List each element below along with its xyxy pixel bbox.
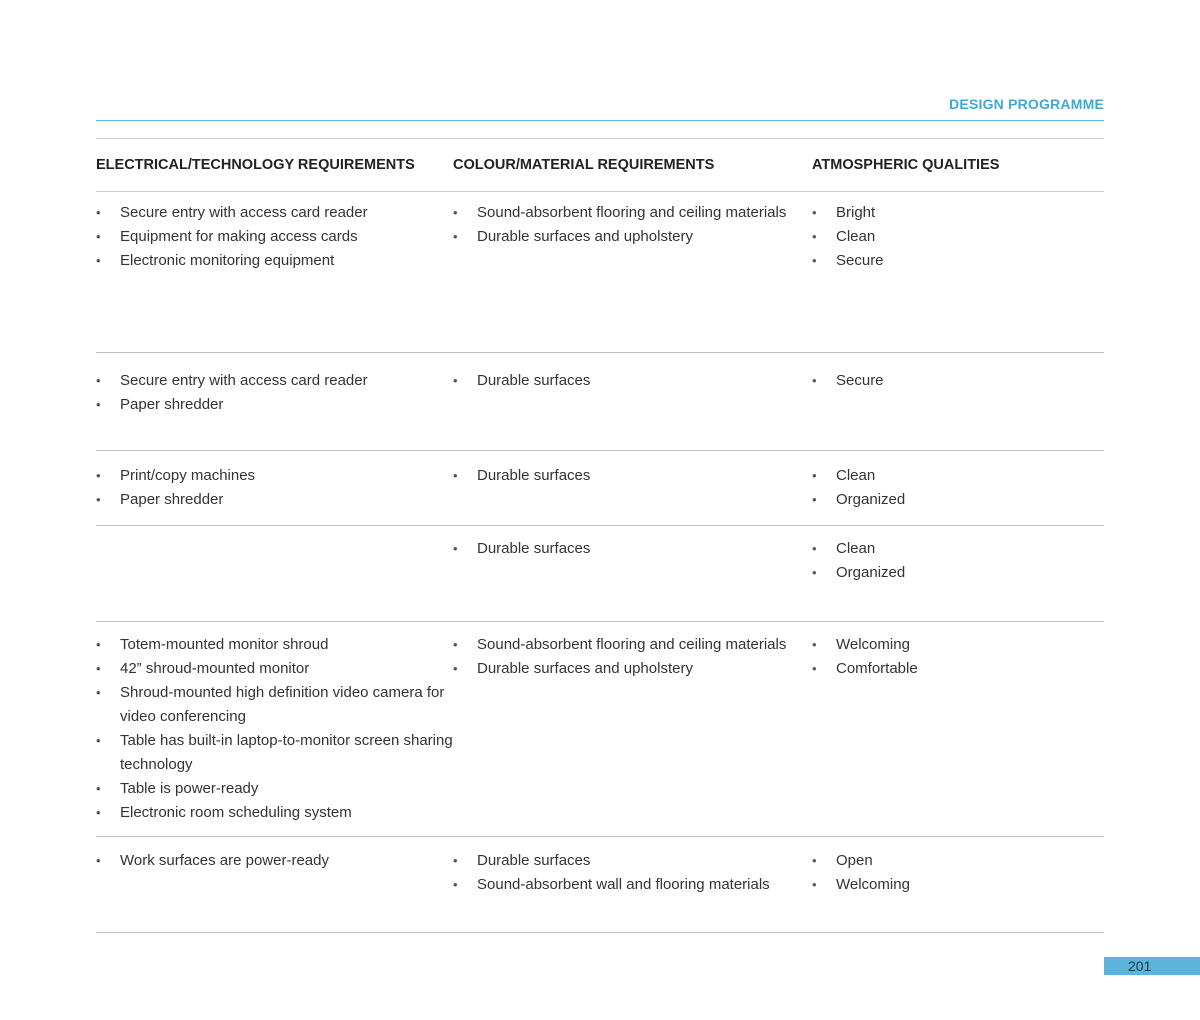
bullet-icon: •: [453, 661, 458, 676]
list-item-text: Table is power-ready: [120, 780, 259, 797]
list-item: [812, 849, 1104, 873]
list-item: [812, 657, 1104, 681]
list-item: [96, 464, 453, 488]
bullet-list: [96, 633, 453, 825]
list-item: [96, 849, 453, 873]
cell-electrical: [96, 369, 453, 450]
bullet-icon: •: [453, 637, 458, 652]
list-item: [96, 633, 453, 657]
list-item-text: Durable surfaces: [477, 467, 591, 484]
list-item-text: Paper shredder: [120, 491, 224, 508]
bullet-list: [812, 633, 1104, 681]
bullet-icon: •: [96, 781, 101, 796]
header-divider: [96, 120, 1104, 121]
bullet-icon: •: [812, 565, 817, 580]
cell-atmospheric: [812, 369, 1104, 450]
list-item-text: Organized: [836, 491, 906, 508]
list-item: [812, 225, 1104, 249]
table-row: [96, 837, 1104, 933]
list-item: [96, 225, 453, 249]
list-item: [96, 393, 453, 417]
list-item-text: Clean: [836, 540, 876, 557]
bullet-icon: •: [812, 541, 817, 556]
bullet-icon: •: [812, 661, 817, 676]
list-item-text: Sound-absorbent flooring and ceiling materials: [477, 204, 787, 221]
bullet-icon: •: [812, 492, 817, 507]
bullet-icon: •: [96, 229, 101, 244]
cell-electrical: [96, 464, 453, 525]
list-item-text: Open: [836, 852, 873, 869]
bullet-icon: •: [812, 205, 817, 220]
bullet-list: [453, 633, 812, 681]
cell-atmospheric: [812, 849, 1104, 932]
list-item: [96, 801, 453, 825]
bullet-list: [453, 464, 812, 488]
bullet-icon: •: [812, 229, 817, 244]
list-item-text: Comfortable: [836, 660, 918, 677]
list-item-text: 42” shroud-mounted monitor: [120, 660, 310, 677]
list-item-text: Print/copy machines: [120, 467, 256, 484]
list-item-text: Clean: [836, 467, 876, 484]
list-item-text: Welcoming: [836, 636, 910, 653]
bullet-list: [812, 849, 1104, 897]
list-item: [812, 369, 1104, 393]
list-item-text: Table has built-in laptop-to-monitor screen sharing technology: [120, 732, 453, 773]
list-item-text: Work surfaces are power-ready: [120, 852, 329, 869]
table-header: [96, 139, 1104, 192]
cell-atmospheric: [812, 464, 1104, 525]
column-header-electrical: ELECTRICAL/TECHNOLOGY REQUIREMENTS: [96, 157, 415, 173]
list-item: [812, 561, 1104, 585]
list-item-text: Durable surfaces: [477, 852, 591, 869]
list-item: [96, 777, 453, 801]
table-row: [96, 622, 1104, 837]
bullet-icon: •: [453, 468, 458, 483]
bullet-icon: •: [96, 205, 101, 220]
list-item-text: Paper shredder: [120, 396, 224, 413]
bullet-list: [453, 369, 812, 393]
bullet-icon: •: [453, 229, 458, 244]
table-row: [96, 526, 1104, 622]
cell-electrical: [96, 537, 453, 621]
bullet-icon: •: [453, 853, 458, 868]
list-item-text: Totem-mounted monitor shroud: [120, 636, 329, 653]
list-item: [812, 488, 1104, 512]
list-item-text: Secure entry with access card reader: [120, 204, 368, 221]
list-item-text: Secure entry with access card reader: [120, 372, 368, 389]
list-item-text: Organized: [836, 564, 906, 581]
list-item: [812, 537, 1104, 561]
bullet-icon: •: [812, 853, 817, 868]
list-item: [453, 537, 812, 561]
bullet-icon: •: [96, 397, 101, 412]
page-number: 201: [1104, 957, 1200, 975]
bullet-icon: •: [96, 492, 101, 507]
column-header-atmospheric: ATMOSPHERIC QUALITIES: [812, 157, 1000, 173]
bullet-icon: •: [453, 541, 458, 556]
bullet-icon: •: [96, 373, 101, 388]
list-item-text: Sound-absorbent wall and flooring materials: [477, 876, 770, 893]
list-item: [453, 657, 812, 681]
bullet-list: [453, 849, 812, 897]
table-row: [96, 192, 1104, 353]
list-item: [453, 849, 812, 873]
bullet-icon: •: [96, 468, 101, 483]
list-item: [453, 225, 812, 249]
list-item: [96, 249, 453, 273]
list-item-text: Electronic room scheduling system: [120, 804, 352, 821]
cell-electrical: [96, 201, 453, 352]
bullet-list: [812, 464, 1104, 512]
bullet-list: [812, 537, 1104, 585]
bullet-icon: •: [453, 205, 458, 220]
bullet-icon: •: [453, 373, 458, 388]
cell-electrical: [96, 849, 453, 932]
cell-colour: [453, 849, 812, 932]
list-item: [453, 369, 812, 393]
list-item: [453, 464, 812, 488]
cell-electrical: [96, 633, 453, 836]
cell-atmospheric: [812, 537, 1104, 621]
list-item-text: Electronic monitoring equipment: [120, 252, 335, 269]
list-item-text: Sound-absorbent flooring and ceiling materials: [477, 636, 787, 653]
list-item-text: Bright: [836, 204, 876, 221]
bullet-list: [812, 201, 1104, 273]
list-item: [96, 657, 453, 681]
bullet-list: [96, 369, 453, 417]
bullet-list: [96, 464, 453, 512]
list-item-text: Secure: [836, 252, 884, 269]
bullet-icon: •: [96, 253, 101, 268]
bullet-list: [812, 369, 1104, 393]
list-item-text: Durable surfaces and upholstery: [477, 228, 693, 245]
list-item-text: Clean: [836, 228, 876, 245]
cell-colour: [453, 369, 812, 450]
list-item: [96, 729, 453, 777]
bullet-icon: •: [812, 373, 817, 388]
list-item-text: Welcoming: [836, 876, 910, 893]
list-item: [96, 369, 453, 393]
list-item-text: Durable surfaces and upholstery: [477, 660, 693, 677]
list-item: [812, 201, 1104, 225]
list-item: [453, 633, 812, 657]
bullet-list: [453, 201, 812, 249]
list-item-text: Durable surfaces: [477, 372, 591, 389]
list-item: [812, 464, 1104, 488]
table-row: [96, 353, 1104, 451]
cell-colour: [453, 633, 812, 836]
column-header-colour: COLOUR/MATERIAL REQUIREMENTS: [453, 157, 715, 173]
bullet-icon: •: [96, 733, 101, 748]
bullet-icon: •: [96, 805, 101, 820]
list-item: [96, 488, 453, 512]
list-item: [96, 681, 453, 729]
list-item: [812, 633, 1104, 657]
bullet-icon: •: [812, 468, 817, 483]
requirements-table: [96, 138, 1104, 933]
cell-colour: [453, 537, 812, 621]
cell-colour: [453, 464, 812, 525]
list-item-text: Durable surfaces: [477, 540, 591, 557]
list-item: [96, 201, 453, 225]
bullet-icon: •: [96, 685, 101, 700]
bullet-list: [96, 849, 453, 873]
list-item-text: Equipment for making access cards: [120, 228, 358, 245]
list-item: [453, 201, 812, 225]
bullet-icon: •: [453, 877, 458, 892]
table-row: [96, 451, 1104, 526]
bullet-icon: •: [812, 637, 817, 652]
cell-atmospheric: [812, 633, 1104, 836]
list-item: [453, 873, 812, 897]
bullet-icon: •: [96, 661, 101, 676]
bullet-list: [453, 537, 812, 561]
table-body: [96, 192, 1104, 933]
bullet-icon: •: [812, 253, 817, 268]
bullet-icon: •: [96, 637, 101, 652]
cell-atmospheric: [812, 201, 1104, 352]
list-item: [812, 873, 1104, 897]
section-title: DESIGN PROGRAMME: [949, 96, 1104, 112]
bullet-list: [96, 201, 453, 273]
bullet-icon: •: [96, 853, 101, 868]
list-item-text: Secure: [836, 372, 884, 389]
cell-colour: [453, 201, 812, 352]
list-item-text: Shroud-mounted high definition video camera for video conferencing: [120, 684, 445, 725]
bullet-icon: •: [812, 877, 817, 892]
list-item: [812, 249, 1104, 273]
